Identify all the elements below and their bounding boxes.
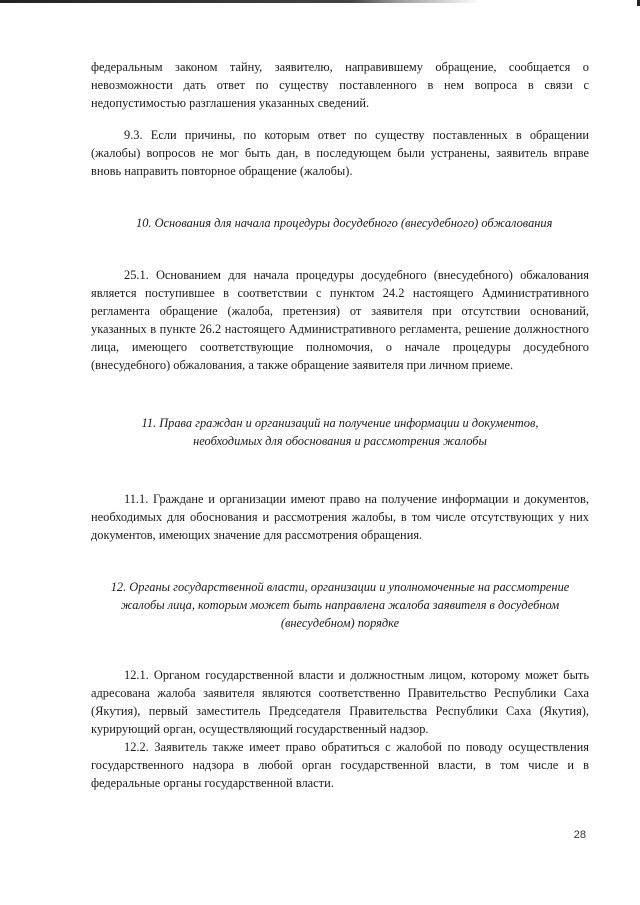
document-page — [91, 58, 589, 792]
paragraph-secret-disclosure: федеральным законом тайну, заявителю, направившему обращение, сообщается о невозможности дать ответ по существу поставленного в нем вопроса в связи с недопустимостью разглашения указанных сведений. — [91, 60, 589, 110]
paragraph-12-2: 12.2. Заявитель также имеет право обратиться с жалобой по поводу осуществления государственного надзора в любой орган государственной власти, в том числе и в федеральные органы государственной власти. — [91, 740, 589, 790]
section-heading-11: 11. Права граждан и организаций на получение информации и документов, необходимых для обоснования и рассмотрения жалобы — [141, 416, 539, 448]
paragraph-9-3: 9.3. Если причины, по которым ответ по существу поставленных в обращении (жалобы) вопросов не мог быть дан, в последующем были устранены, заявитель вправе вновь направить повторное обращение (жалобы). — [91, 128, 589, 178]
section-heading-12: 12. Органы государственной власти, организации и уполномоченные на рассмотрение жалобы лица, которым может быть направлена жалоба заявителя в досудебном (внесудебном) порядке — [110, 580, 570, 630]
paragraph-11-1: 11.1. Граждане и организации имеют право на получение информации и документов, необходимых для обоснования и рассмотрения жалобы, в том числе отсутствующих у них документов, имеющих значение для рассмотрения обращения. — [91, 492, 589, 542]
section-heading-10: 10. Основания для начала процедуры досудебного (внесудебного) обжалования — [136, 216, 553, 230]
page-number: 28 — [573, 829, 586, 841]
paragraph-12-1: 12.1. Органом государственной власти и должностным лицом, которому может быть адресована жалоба заявителя являются соответственно Правительство Республики Саха (Якутия), первый заместитель Председателя Правительства Республики Саха (Якутия), курирующий орган, осуществляющий государственный надзор. — [91, 668, 589, 736]
paragraph-25-1: 25.1. Основанием для начала процедуры досудебного (внесудебного) обжалования является поступившее в соответствии с пунктом 24.2 настоящего Административного регламента обращение (жалоба, претензия) от заявителя при отсутствии оснований, указанных в пункте 26.2 настоящего Административного регламента, решение должностного лица, имеющего соответствующие полномочия, о начале процедуры досудебного (внесудебного) обжалования, а также обращение заявителя при личном приеме. — [91, 268, 589, 372]
top-scan-edge — [0, 0, 640, 3]
